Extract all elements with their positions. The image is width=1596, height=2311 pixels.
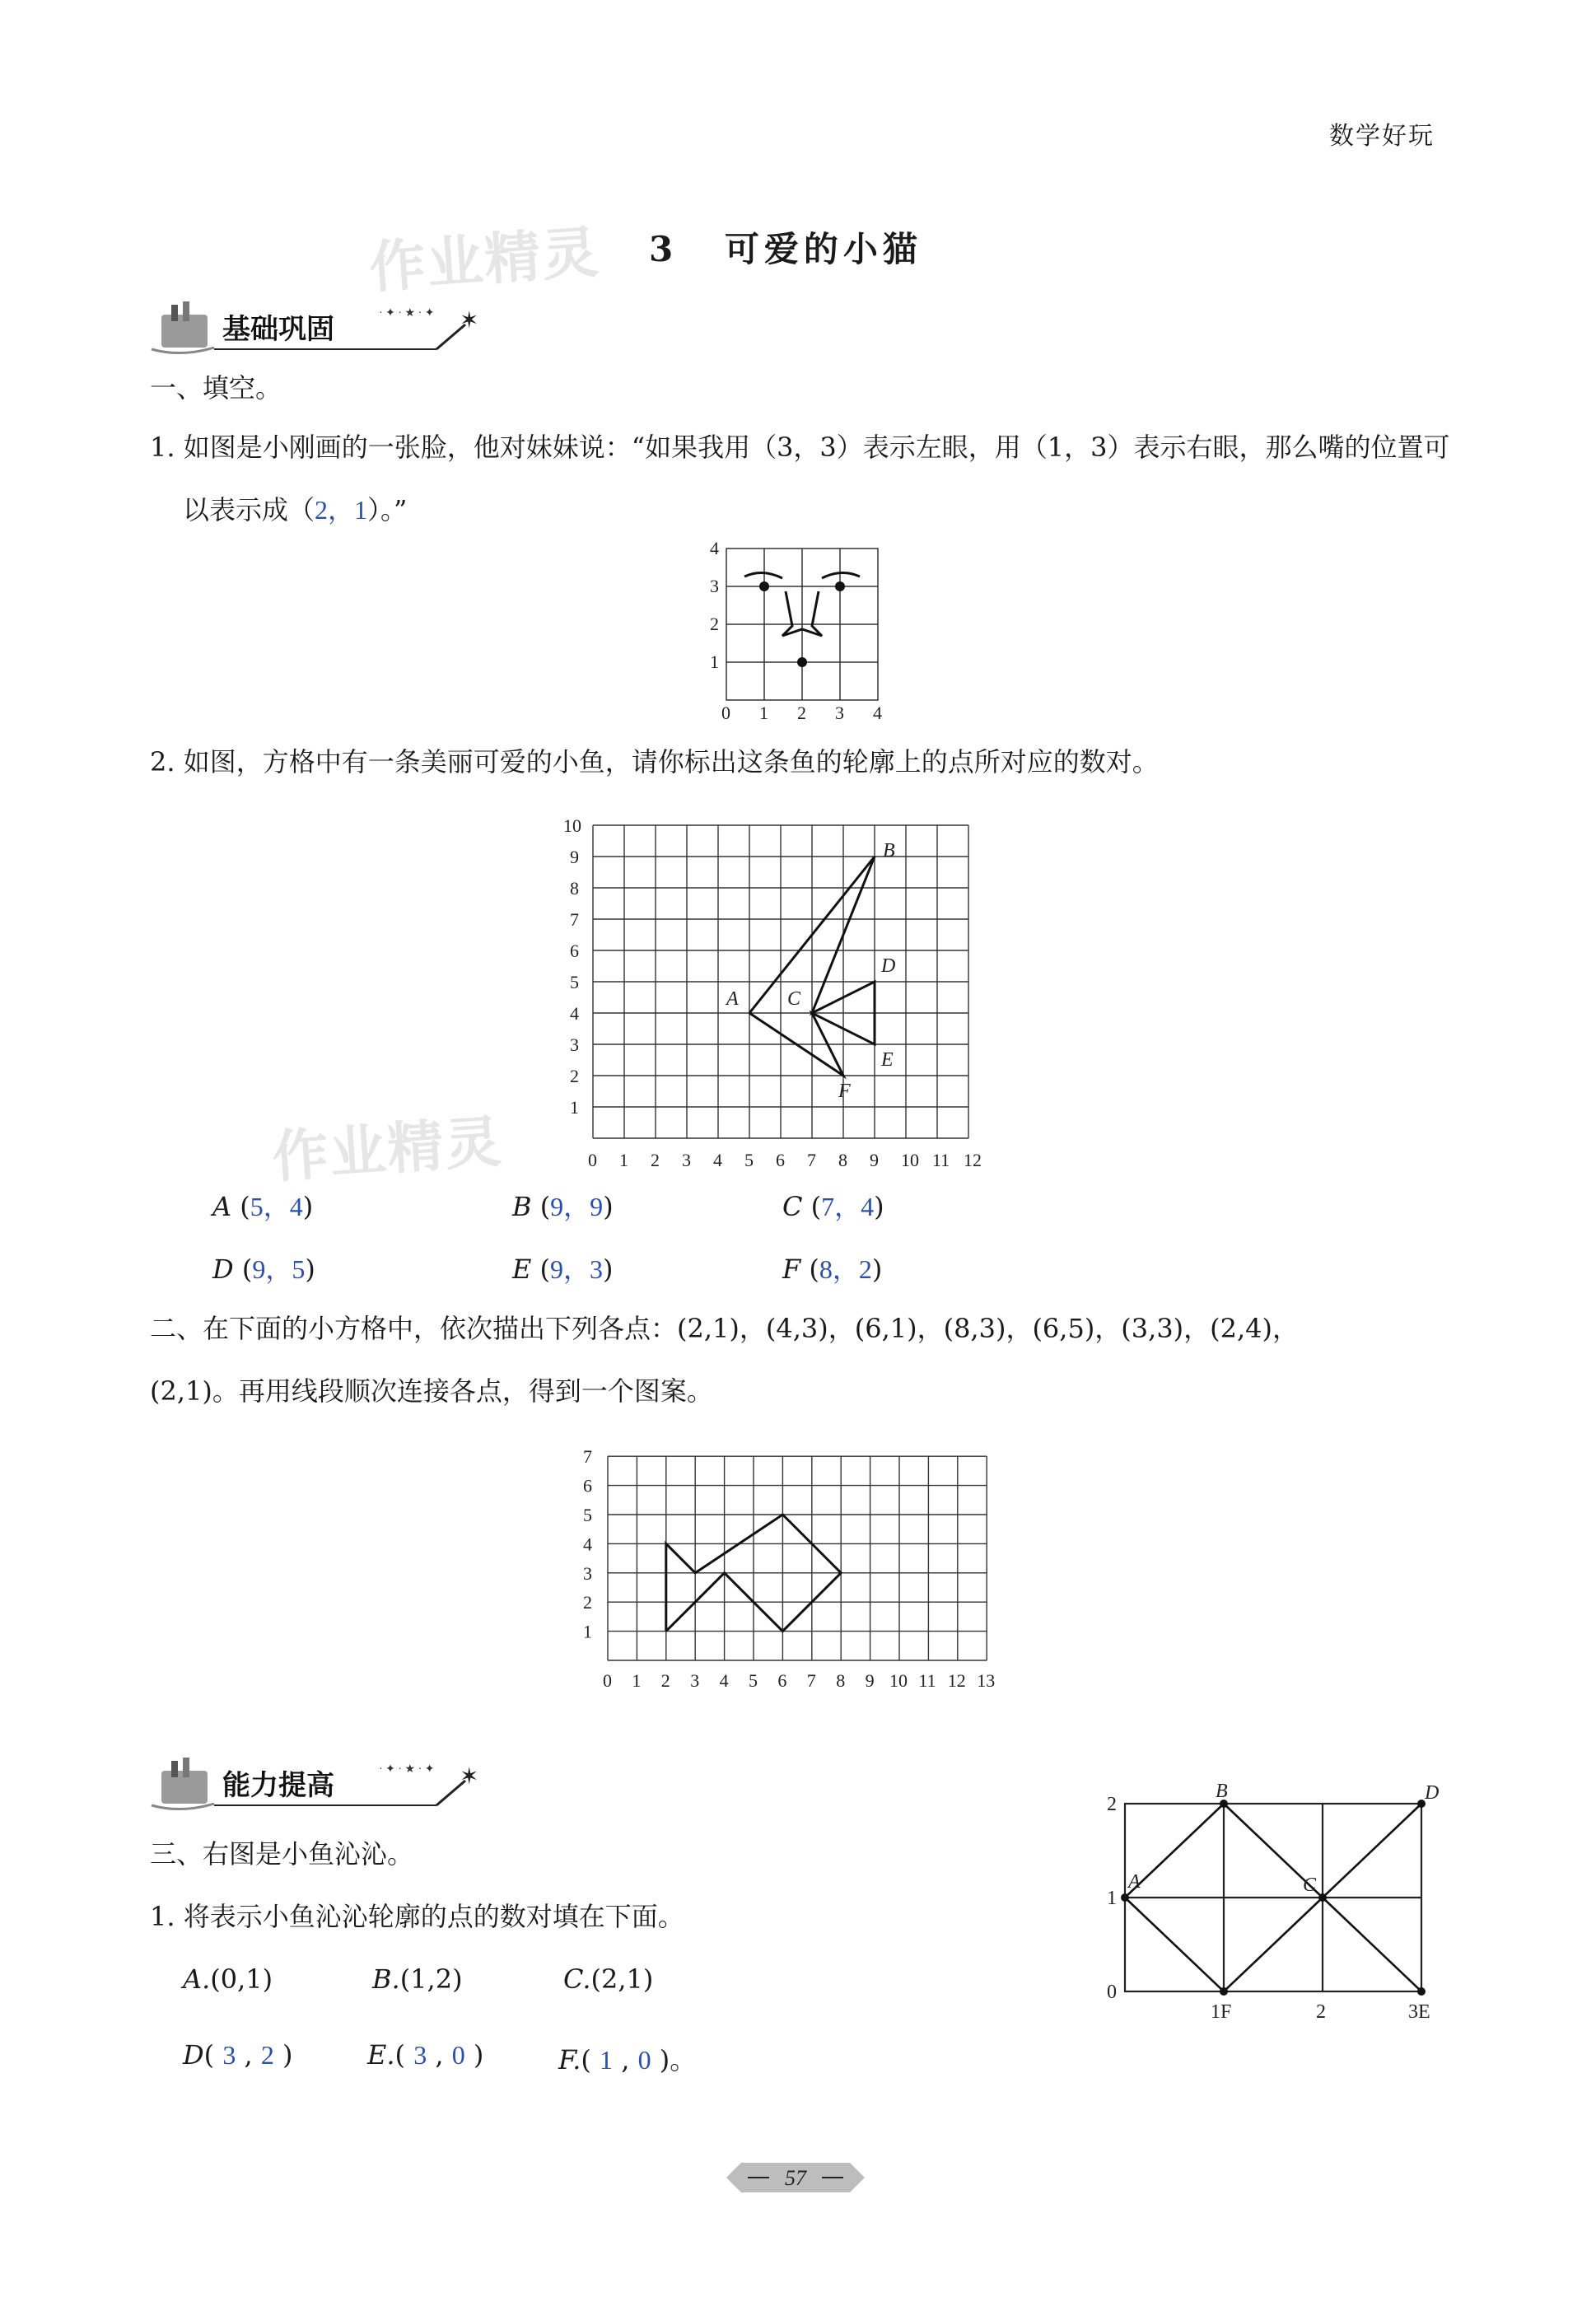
x-tick: 4 [713, 1150, 722, 1170]
y-tick: 8 [570, 878, 579, 899]
svg-text:· ✦ · ★ · ✦: · ✦ · ★ · ✦ [379, 1763, 435, 1776]
x-tick: 10 [889, 1670, 908, 1691]
y-tick: 2 [583, 1592, 592, 1613]
fish-grid-figure [563, 804, 1005, 1170]
y-tick: 7 [570, 909, 579, 930]
x-tick: 9 [865, 1670, 875, 1691]
face-grid [726, 549, 878, 700]
answer-F-fish: F.( 1 , 0 )。 [558, 2044, 697, 2075]
answer-E: E (9，3) [512, 1254, 614, 1285]
lesson-number: 3 [649, 229, 679, 269]
point-label-F: F [838, 1081, 851, 1102]
x-tick: 2 [1316, 2001, 1326, 2023]
label-A: A [1128, 1871, 1141, 1893]
point-C [1318, 1893, 1327, 1902]
point-label-A: A [726, 988, 739, 1010]
x-tick: 11 [932, 1150, 950, 1170]
svg-text:· ✦ · ★ · ✦: · ✦ · ★ · ✦ [379, 307, 435, 320]
page-number-badge [723, 2159, 868, 2196]
answer-F: F (8，2) [782, 1254, 883, 1285]
y-tick: 1 [570, 1097, 579, 1118]
pattern-grid-figure [576, 1433, 1005, 1705]
answer-B: B (9，9) [512, 1191, 614, 1222]
x-tick: 8 [838, 1150, 847, 1170]
y-tick: 6 [570, 941, 579, 961]
x-tick: 7 [807, 1150, 816, 1170]
x-tick: 11 [918, 1670, 936, 1691]
label-C: C [1303, 1874, 1317, 1896]
section-basic-header [148, 298, 511, 356]
x-tick: 2 [797, 703, 806, 723]
x-tick: 5 [749, 1670, 758, 1691]
watermark: 作业精灵 [270, 1109, 505, 1191]
watermark: 作业精灵 [367, 220, 602, 301]
answer-C: C (7，4) [782, 1191, 884, 1222]
x-tick: 4 [719, 1670, 729, 1691]
right-eyebrow [822, 572, 860, 578]
qinqin-grid [1125, 1804, 1421, 1991]
page-number: 57 [785, 2166, 806, 2190]
part2-text-line2: (2,1)。再用线段顺次连接各点，得到一个图案。 [150, 1375, 713, 1407]
x-tick: 3 [690, 1670, 700, 1691]
answer-A: A (5，4) [212, 1191, 314, 1222]
y-tick: 5 [570, 972, 579, 992]
x-tick: 10 [901, 1150, 919, 1170]
lesson-name: 可爱的小猫 [724, 229, 922, 269]
point-F [1220, 1987, 1228, 1996]
y-tick: 4 [710, 538, 719, 558]
y-tick: 3 [583, 1562, 592, 1584]
q1-text-line1: 1. 如图是小刚画的一张脸，他对妹妹说：“如果我用（3，3）表示左眼，用（1，3）表示右眼，那么嘴的位置可 [150, 432, 1450, 463]
given-C: C.(2,1) [563, 1963, 654, 1995]
left-eyebrow [744, 572, 782, 578]
x-tick: 12 [947, 1670, 966, 1691]
qinqin-figure [1095, 1771, 1458, 2034]
x-tick: 1 [619, 1150, 628, 1170]
x-tick: 3E [1408, 2001, 1430, 2023]
mouth-point [797, 657, 807, 667]
section-basic-label: 基础巩固 [222, 313, 334, 346]
y-tick: 1 [583, 1621, 592, 1642]
y-tick: 3 [570, 1034, 579, 1055]
y-tick: 1 [1107, 1888, 1117, 1909]
part3-q1-text: 1. 将表示小鱼沁沁轮廓的点的数对填在下面。 [150, 1901, 684, 1932]
svg-text:✶: ✶ [460, 308, 479, 334]
section-ability-header [148, 1754, 511, 1812]
y-tick: 2 [570, 1066, 579, 1086]
x-tick: 1F [1211, 2001, 1232, 2023]
answer-D: D (9，5) [212, 1254, 315, 1285]
y-tick: 5 [583, 1505, 592, 1525]
y-tick: 9 [570, 847, 579, 867]
x-tick: 3 [835, 703, 844, 723]
fish-grid [593, 825, 968, 1138]
q1-text-line2: 以表示成（2，1）。” [183, 494, 408, 525]
x-tick: 1 [759, 703, 768, 723]
x-tick: 2 [651, 1150, 660, 1170]
y-tick: 10 [563, 815, 581, 836]
part3-heading: 三、右图是小鱼沁沁。 [150, 1838, 414, 1870]
x-tick: 8 [836, 1670, 846, 1691]
x-tick: 12 [964, 1150, 982, 1170]
pattern-grid [608, 1456, 987, 1660]
point-label-C: C [787, 988, 801, 1010]
y-tick: 4 [583, 1534, 592, 1555]
y-tick: 7 [583, 1446, 592, 1468]
face-grid-figure [697, 537, 894, 723]
y-tick: 1 [710, 651, 719, 672]
y-tick: 6 [583, 1475, 592, 1496]
x-tick: 13 [977, 1670, 996, 1691]
part1-heading: 一、填空。 [150, 372, 282, 404]
x-tick: 0 [721, 703, 730, 723]
part2-text-line1: 二、在下面的小方格中，依次描出下列各点：(2,1)，(4,3)，(6,1)，(8,3)，(6,5)，(3,3)，(2,4)， [150, 1313, 1300, 1344]
y-tick: 2 [1107, 1794, 1117, 1815]
point-A [1121, 1893, 1129, 1902]
label-B: B [1216, 1781, 1228, 1802]
x-tick: 9 [870, 1150, 879, 1170]
answer-E-fish: E.( 3 , 0 ) [367, 2039, 484, 2071]
eye-point [835, 581, 845, 591]
x-tick: 6 [777, 1670, 787, 1691]
y-tick: 0 [1107, 1982, 1117, 2003]
lesson-title [649, 222, 922, 272]
point-E [1417, 1987, 1426, 1996]
x-tick: 0 [588, 1150, 597, 1170]
q2-text: 2. 如图，方格中有一条美丽可爱的小鱼，请你标出这条鱼的轮廓上的点所对应的数对。 [150, 746, 1159, 777]
answer-D-fish: D( 3 , 2 ) [183, 2039, 293, 2071]
given-A: A.(0,1) [183, 1963, 273, 1995]
y-tick: 4 [570, 1003, 579, 1024]
x-tick: 3 [682, 1150, 691, 1170]
x-tick: 7 [806, 1670, 816, 1691]
x-tick: 5 [744, 1150, 754, 1170]
x-tick: 2 [660, 1670, 670, 1691]
x-tick: 0 [603, 1670, 612, 1691]
x-tick: 6 [776, 1150, 785, 1170]
y-tick: 3 [710, 576, 719, 596]
q1-answer: 2，1 [315, 495, 368, 525]
point-label-D: D [881, 955, 896, 977]
eye-point [759, 581, 769, 591]
given-B: B.(1,2) [372, 1963, 463, 1995]
point-label-B: B [883, 840, 895, 861]
corner-label: 数学好玩 [1329, 122, 1435, 151]
svg-text:✶: ✶ [460, 1764, 479, 1790]
section-ability-label: 能力提高 [222, 1769, 334, 1802]
label-D: D [1425, 1782, 1440, 1804]
x-tick: 4 [873, 703, 882, 723]
y-tick: 2 [710, 614, 719, 634]
x-tick: 1 [632, 1670, 642, 1691]
point-label-E: E [881, 1049, 894, 1071]
